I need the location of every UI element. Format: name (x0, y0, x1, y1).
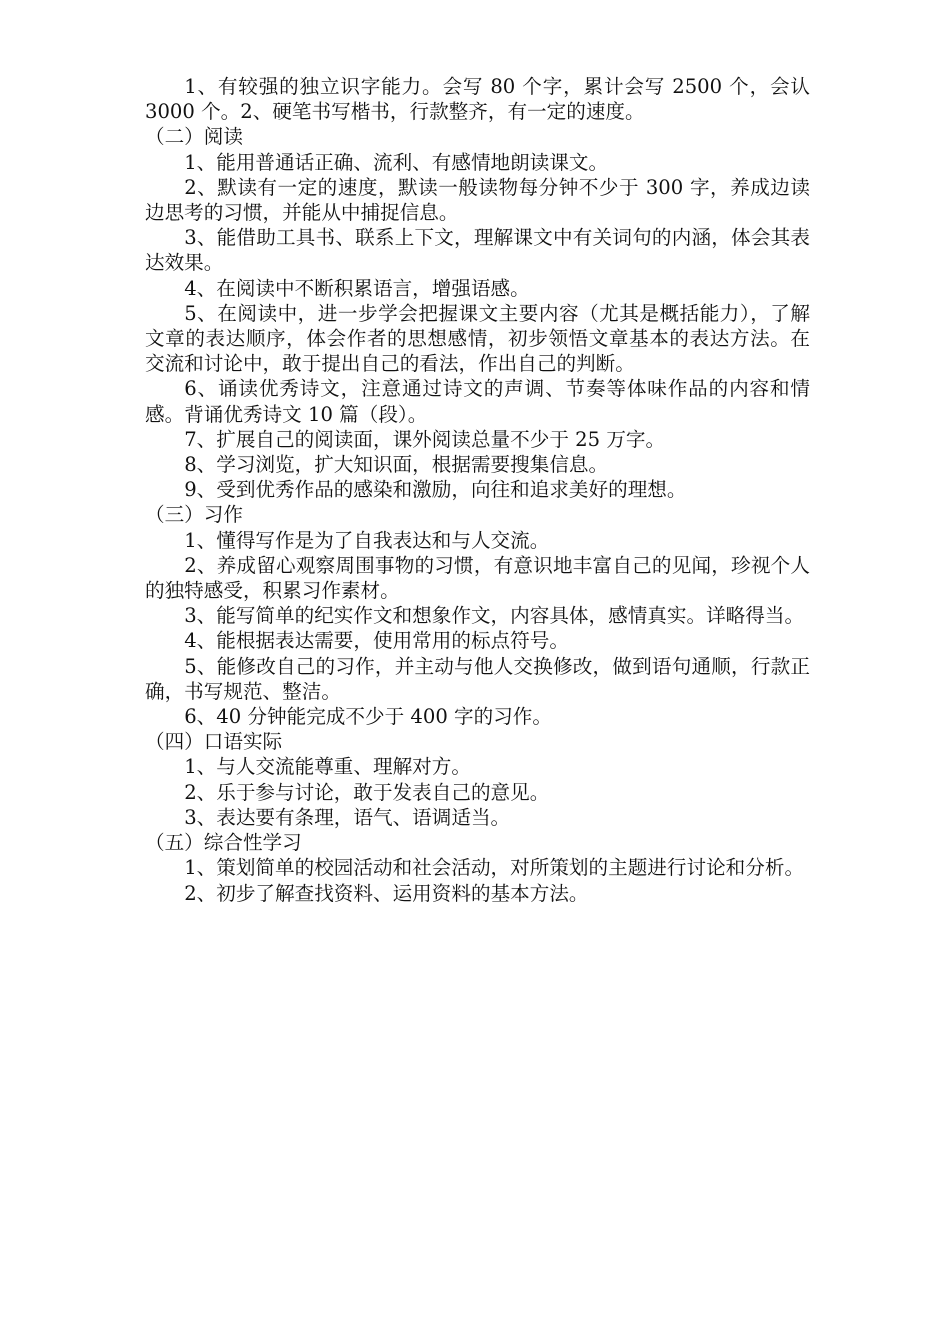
paragraph: 1、能用普通话正确、流利、有感情地朗读课文。 (184, 150, 609, 174)
paragraph: 2、养成留心观察周围事物的习惯，有意识地丰富自己的见闻，珍视个人的独特感受，积累习作素材。 (145, 553, 810, 603)
paragraph: 1、有较强的独立识字能力。会写 80 个字，累计会写 2500 个，会认 3000 个。2、硬笔书写楷书，行款整齐，有一定的速度。 (145, 75, 810, 124)
paragraph: 6、诵读优秀诗文，注意通过诗文的声调、节奏等体味作品的内容和情感。背诵优秀诗文 10 篇（段）。 (145, 377, 810, 426)
paragraph: 1、与人交流能尊重、理解对方。 (184, 755, 471, 779)
paragraph: 1、策划简单的校园活动和社会活动，对所策划的主题进行讨论和分析。 (184, 856, 805, 880)
section-heading: （四）口语实际 (145, 730, 283, 754)
paragraph: 3、能写简单的纪实作文和想象作文，内容具体，感情真实。详略得当。 (184, 604, 805, 628)
paragraph: 9、受到优秀作品的感染和激励，向往和追求美好的理想。 (184, 478, 687, 502)
paragraph: 1、懂得写作是为了自我表达和与人交流。 (184, 528, 550, 552)
paragraph: 7、扩展自己的阅读面，课外阅读总量不少于 25 万字。 (184, 427, 666, 451)
paragraph: 5、能修改自己的习作，并主动与他人交换修改，做到语句通顺，行款正确，书写规范、整洁。 (145, 654, 810, 703)
section-heading: （三）习作 (145, 503, 243, 527)
paragraph: 3、表达要有条理，语气、语调适当。 (184, 805, 511, 829)
paragraph: 2、乐于参与讨论，敢于发表自己的意见。 (184, 780, 550, 804)
paragraph: 4、在阅读中不断积累语言，增强语感。 (184, 276, 530, 300)
paragraph: 2、默读有一定的速度，默读一般读物每分钟不少于 300 字，养成边读边思考的习惯，并能从中捕捉信息。 (145, 175, 810, 225)
paragraph: 2、初步了解查找资料、运用资料的基本方法。 (184, 881, 589, 905)
section-heading: （五）综合性学习 (145, 831, 302, 855)
section-heading: （二）阅读 (145, 125, 243, 149)
paragraph: 5、在阅读中，进一步学会把握课文主要内容（尤其是概括能力），了解文章的表达顺序，体会作者的思想感情，初步领悟文章基本的表达方法。在交流和讨论中，敢于提出自己的看法，作出自己的判断。 (145, 301, 810, 376)
paragraph: 4、能根据表达需要，使用常用的标点符号。 (184, 629, 569, 653)
document-body (145, 74, 810, 906)
paragraph: 3、能借助工具书、联系上下文，理解课文中有关词句的内涵，体会其表达效果。 (145, 226, 810, 275)
paragraph: 6、40 分钟能完成不少于 400 字的习作。 (184, 705, 552, 729)
paragraph: 8、学习浏览，扩大知识面，根据需要搜集信息。 (184, 453, 609, 477)
